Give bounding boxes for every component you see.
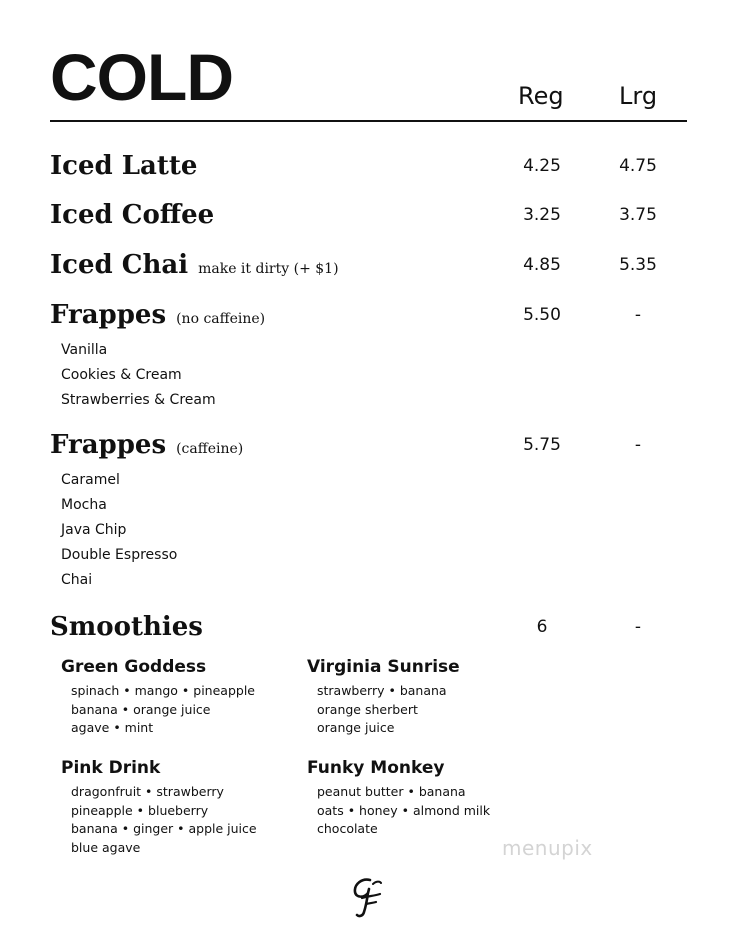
smoothie-green-goddess [61,659,255,738]
ingredient-line: banana • orange juice [71,701,211,717]
ingredient-line: pineapple • blueberry [71,802,209,818]
item-name: Frappes [50,430,167,460]
flavor-list-no-caffeine [61,338,216,413]
item-note: make it dirty (+ $1) [198,261,339,277]
item-name: Frappes [50,300,167,330]
flavor-item: Strawberries & Cream [61,392,216,408]
menu-item-frappes-no-caffeine [50,302,265,328]
smoothie-ingredients [71,682,255,738]
item-name: Iced Latte [50,151,198,181]
smoothie-name: Green Goddess [61,657,207,677]
menu-item-frappes-caffeine [50,432,243,458]
smoothie-name: Pink Drink [61,758,161,778]
smoothie-ingredients [71,783,257,857]
price-lrg: 3.75 [619,205,657,225]
menu-item-iced-latte [50,153,197,179]
price-reg: 4.85 [523,255,561,275]
ingredient-line: strawberry • banana [317,683,447,698]
ingredient-line: banana • ginger • apple juice [71,821,257,836]
price-lrg: - [634,305,642,325]
smoothie-pink-drink [61,760,257,857]
flavor-item: Chai [61,572,93,588]
large-size-header: Lrg [619,82,658,110]
flavor-item: Vanilla [61,342,108,358]
ingredient-line: chocolate [317,821,378,836]
header-divider [50,120,687,122]
item-note: (no caffeine) [176,311,266,327]
price-reg: 3.25 [523,205,561,225]
price-lrg: 4.75 [619,156,657,176]
ingredient-line: peanut butter • banana [317,784,466,799]
flavor-item: Cookies & Cream [61,367,182,383]
flavor-list-caffeine [61,468,177,593]
item-name: Iced Chai [50,250,189,280]
smoothie-virginia-sunrise [307,659,460,738]
flavor-item: Java Chip [61,522,127,538]
ingredient-line: spinach • mango • pineapple [71,683,255,698]
regular-size-header: Reg [518,82,564,110]
item-name: Iced Coffee [50,200,215,230]
gf-monogram-svg [340,874,396,922]
price-lrg: - [634,617,642,637]
price-reg: 6 [536,617,548,637]
ingredient-line: agave • mint [71,720,154,735]
ingredient-line: orange juice [317,720,395,735]
price-reg: 4.25 [523,156,561,176]
flavor-item: Double Espresso [61,547,178,563]
ingredient-line: orange sherbert [317,701,418,717]
item-name: Smoothies [50,612,203,642]
smoothie-name: Funky Monkey [307,758,445,778]
menu-item-iced-coffee [50,202,214,228]
menu-title: COLD [50,40,233,114]
ingredient-line: dragonfruit • strawberry [71,784,224,799]
smoothie-ingredients [317,783,490,839]
menu-item-smoothies [50,614,203,640]
gf-monogram-icon [340,874,396,922]
menu-item-iced-chai [50,252,339,278]
smoothie-name: Virginia Sunrise [307,657,460,677]
ingredient-line: oats • honey • almond milk [317,802,491,818]
price-lrg: 5.35 [619,255,657,275]
smoothie-ingredients [317,682,460,738]
ingredient-line: blue agave [71,839,141,855]
price-reg: 5.75 [523,435,561,455]
smoothie-funky-monkey [307,760,490,839]
price-lrg: - [634,435,642,455]
watermark: menupix [502,836,593,860]
flavor-item: Caramel [61,472,120,488]
item-note: (caffeine) [176,441,244,457]
flavor-item: Mocha [61,497,107,513]
price-reg: 5.50 [523,305,561,325]
